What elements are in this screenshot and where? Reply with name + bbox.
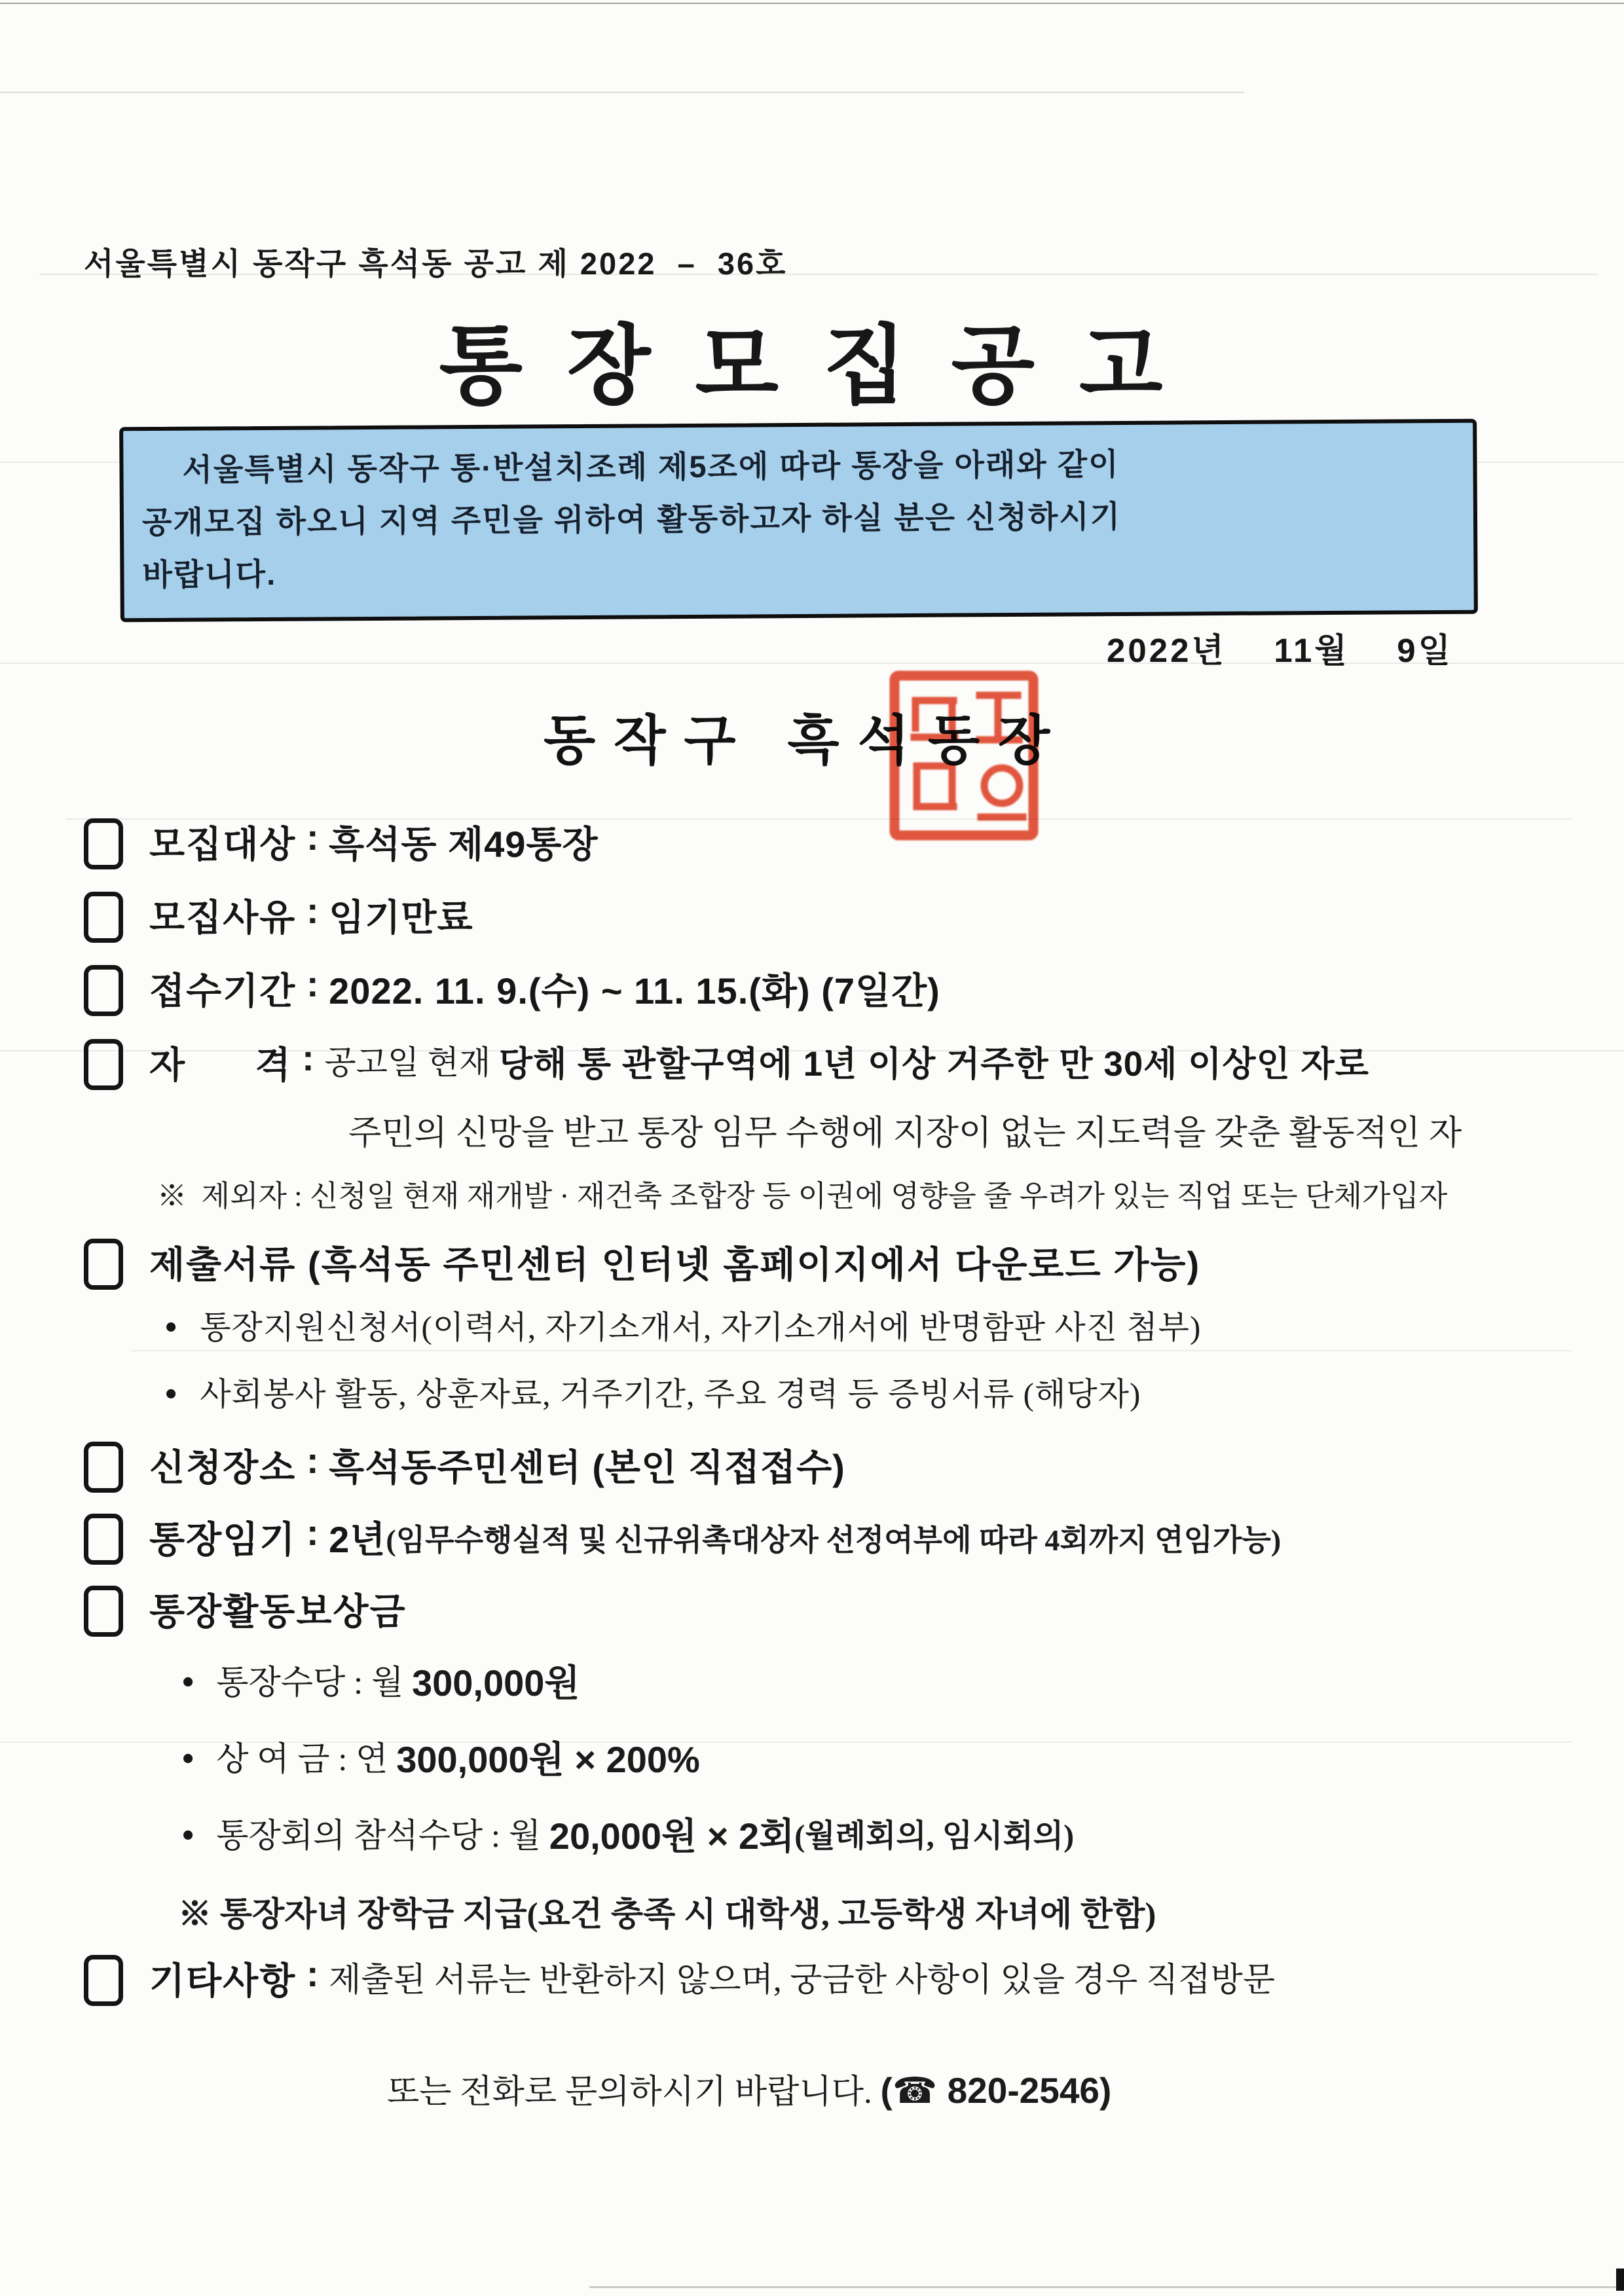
compensation-bullet-suffix: (월례회의, 임시회의) [794, 1819, 1075, 1853]
place-label: 신청장소 [149, 1447, 297, 1488]
doc-number: 서울특별시 동작구 흑석동 공고 제 2022 – 36호 [84, 246, 788, 281]
compensation-bullet-value: 300,000원 [411, 1662, 580, 1704]
checkbox-icon [84, 892, 123, 943]
compensation-bullet [182, 1815, 1074, 1858]
scan-noise-line [131, 1350, 1572, 1351]
documents-bullet [165, 1307, 1201, 1349]
period-value: 2022. 11. 9.(수) ~ 11. 15.(화) (7일간) [329, 970, 940, 1011]
reason-label: 모집사유 [149, 897, 297, 938]
reason-value: 임기만료 [329, 897, 473, 938]
etc-phone: (☎ 820-2546) [880, 2070, 1112, 2111]
qualification-value-bold: 당해 통 관할구역에 1년 이상 거주한 만 30세 이상인 자로 [498, 1045, 1369, 1084]
scan-corner-mark [1616, 2269, 1624, 2291]
notice-date: 2022년 11월 9일 [1107, 632, 1453, 669]
compensation-bullet-pre: • 상 여 금 : 연 [216, 1741, 397, 1778]
row-target [84, 816, 599, 869]
checkbox-icon [84, 1955, 123, 2006]
intro-box [119, 419, 1478, 623]
signer-name: 동작구 흑석동장 [544, 711, 1069, 771]
compensation-bullet [182, 1738, 700, 1781]
etc-line1: 제출된 서류는 반환하지 않으며, 궁금한 사항이 있을 경우 직접방문 [329, 1962, 1276, 1999]
separator: : [296, 1440, 329, 1481]
separator: : [296, 816, 329, 858]
scan-noise-line [0, 3, 1624, 4]
compensation-bullet [182, 1662, 580, 1705]
separator: : [291, 1037, 325, 1078]
row-period [84, 962, 940, 1016]
term-value: 2년 [329, 1519, 386, 1560]
checkbox-icon [84, 1442, 123, 1493]
compensation-bullet-value: 20,000원 × 2회 [549, 1815, 795, 1857]
period-label: 접수기간 [149, 970, 297, 1011]
qualification-label: 자 격 [149, 1044, 292, 1085]
separator: : [296, 1953, 329, 1994]
term-paren: (임무수행실적 및 신규위촉대상자 선정여부에 따라 4회까지 연임가능) [386, 1523, 1282, 1557]
etc-label: 기타사항 [149, 1960, 297, 2001]
page-title: 통장모집공고 [413, 296, 1211, 436]
etc-line2-text: 또는 전화로 문의하시기 바랍니다. [387, 2074, 881, 2111]
compensation-bullet-pre: • 통장회의 참석수당 : 월 [216, 1818, 549, 1855]
checkbox-icon [84, 818, 123, 869]
row-term [84, 1511, 1281, 1565]
qualification-value-normal: 공고일 현재 [324, 1044, 499, 1081]
intro-line: 서울특별시 동작구 통·반설치조례 제5조에 따라 통장을 아래와 같이 [182, 446, 1120, 487]
row-reason [84, 889, 473, 943]
etc-line2 [354, 2026, 1111, 2151]
documents-note: (흑석동 주민센터 인터넷 홈페이지에서 다운로드 가능) [296, 1244, 1201, 1285]
documents-label: 제출서류 [149, 1244, 297, 1285]
term-label: 통장임기 [149, 1519, 297, 1560]
checkbox-icon [84, 1586, 123, 1637]
separator: : [296, 1512, 329, 1553]
separator: : [296, 963, 329, 1004]
target-label: 모집대상 [149, 824, 297, 865]
row-place [84, 1439, 845, 1493]
row-documents [84, 1236, 1200, 1290]
checkbox-icon [84, 965, 123, 1016]
qualification-line2: 주민의 신망을 받고 통장 임무 수행에 지장이 없는 지도력을 갖춘 활동적인 자 [348, 1115, 1462, 1152]
compensation-label: 통장활동보상금 [149, 1591, 407, 1632]
scan-noise-line [0, 92, 1244, 93]
red-seal-stamp [884, 666, 1044, 845]
checkbox-icon [84, 1239, 123, 1290]
intro-line: 바랍니다. [142, 556, 277, 592]
qualification-exclusion: ※ 제외자 : 신청일 현재 재개발 · 재건축 조합장 등 이권에 영향을 줄 우려가 있는 직업 또는 단체가입자 [157, 1180, 1448, 1212]
row-compensation [84, 1583, 407, 1637]
target-value: 흑석동 제49통장 [329, 824, 599, 865]
checkbox-icon [84, 1039, 123, 1090]
documents-bullet-text: • 통장지원신청서(이력서, 자기소개서, 자기소개서에 반명함판 사진 첨부) [200, 1309, 1202, 1345]
compensation-bullet-value: 300,000원 × 200% [396, 1739, 700, 1780]
place-value: 흑석동주민센터 (본인 직접접수) [329, 1447, 845, 1488]
checkbox-icon [84, 1514, 123, 1565]
compensation-note: ※ 통장자녀 장학금 지급(요건 충족 시 대학생, 고등학생 자녀에 한함) [178, 1897, 1156, 1933]
separator: : [296, 890, 329, 931]
scan-noise-line [589, 2286, 1624, 2288]
title-wrap [0, 296, 1624, 436]
documents-bullet-text: • 사회봉사 활동, 상훈자료, 거주기간, 주요 경력 등 증빙서류 (해당자) [200, 1376, 1141, 1412]
intro-line: 공개모집 하오니 지역 주민을 위하여 활동하고자 하실 분은 신청하시기 [141, 498, 1122, 540]
row-qualification [84, 1036, 1369, 1090]
row-etc [84, 1952, 1275, 2006]
documents-bullet [165, 1374, 1141, 1415]
compensation-bullet-pre: • 통장수당 : 월 [216, 1665, 412, 1702]
